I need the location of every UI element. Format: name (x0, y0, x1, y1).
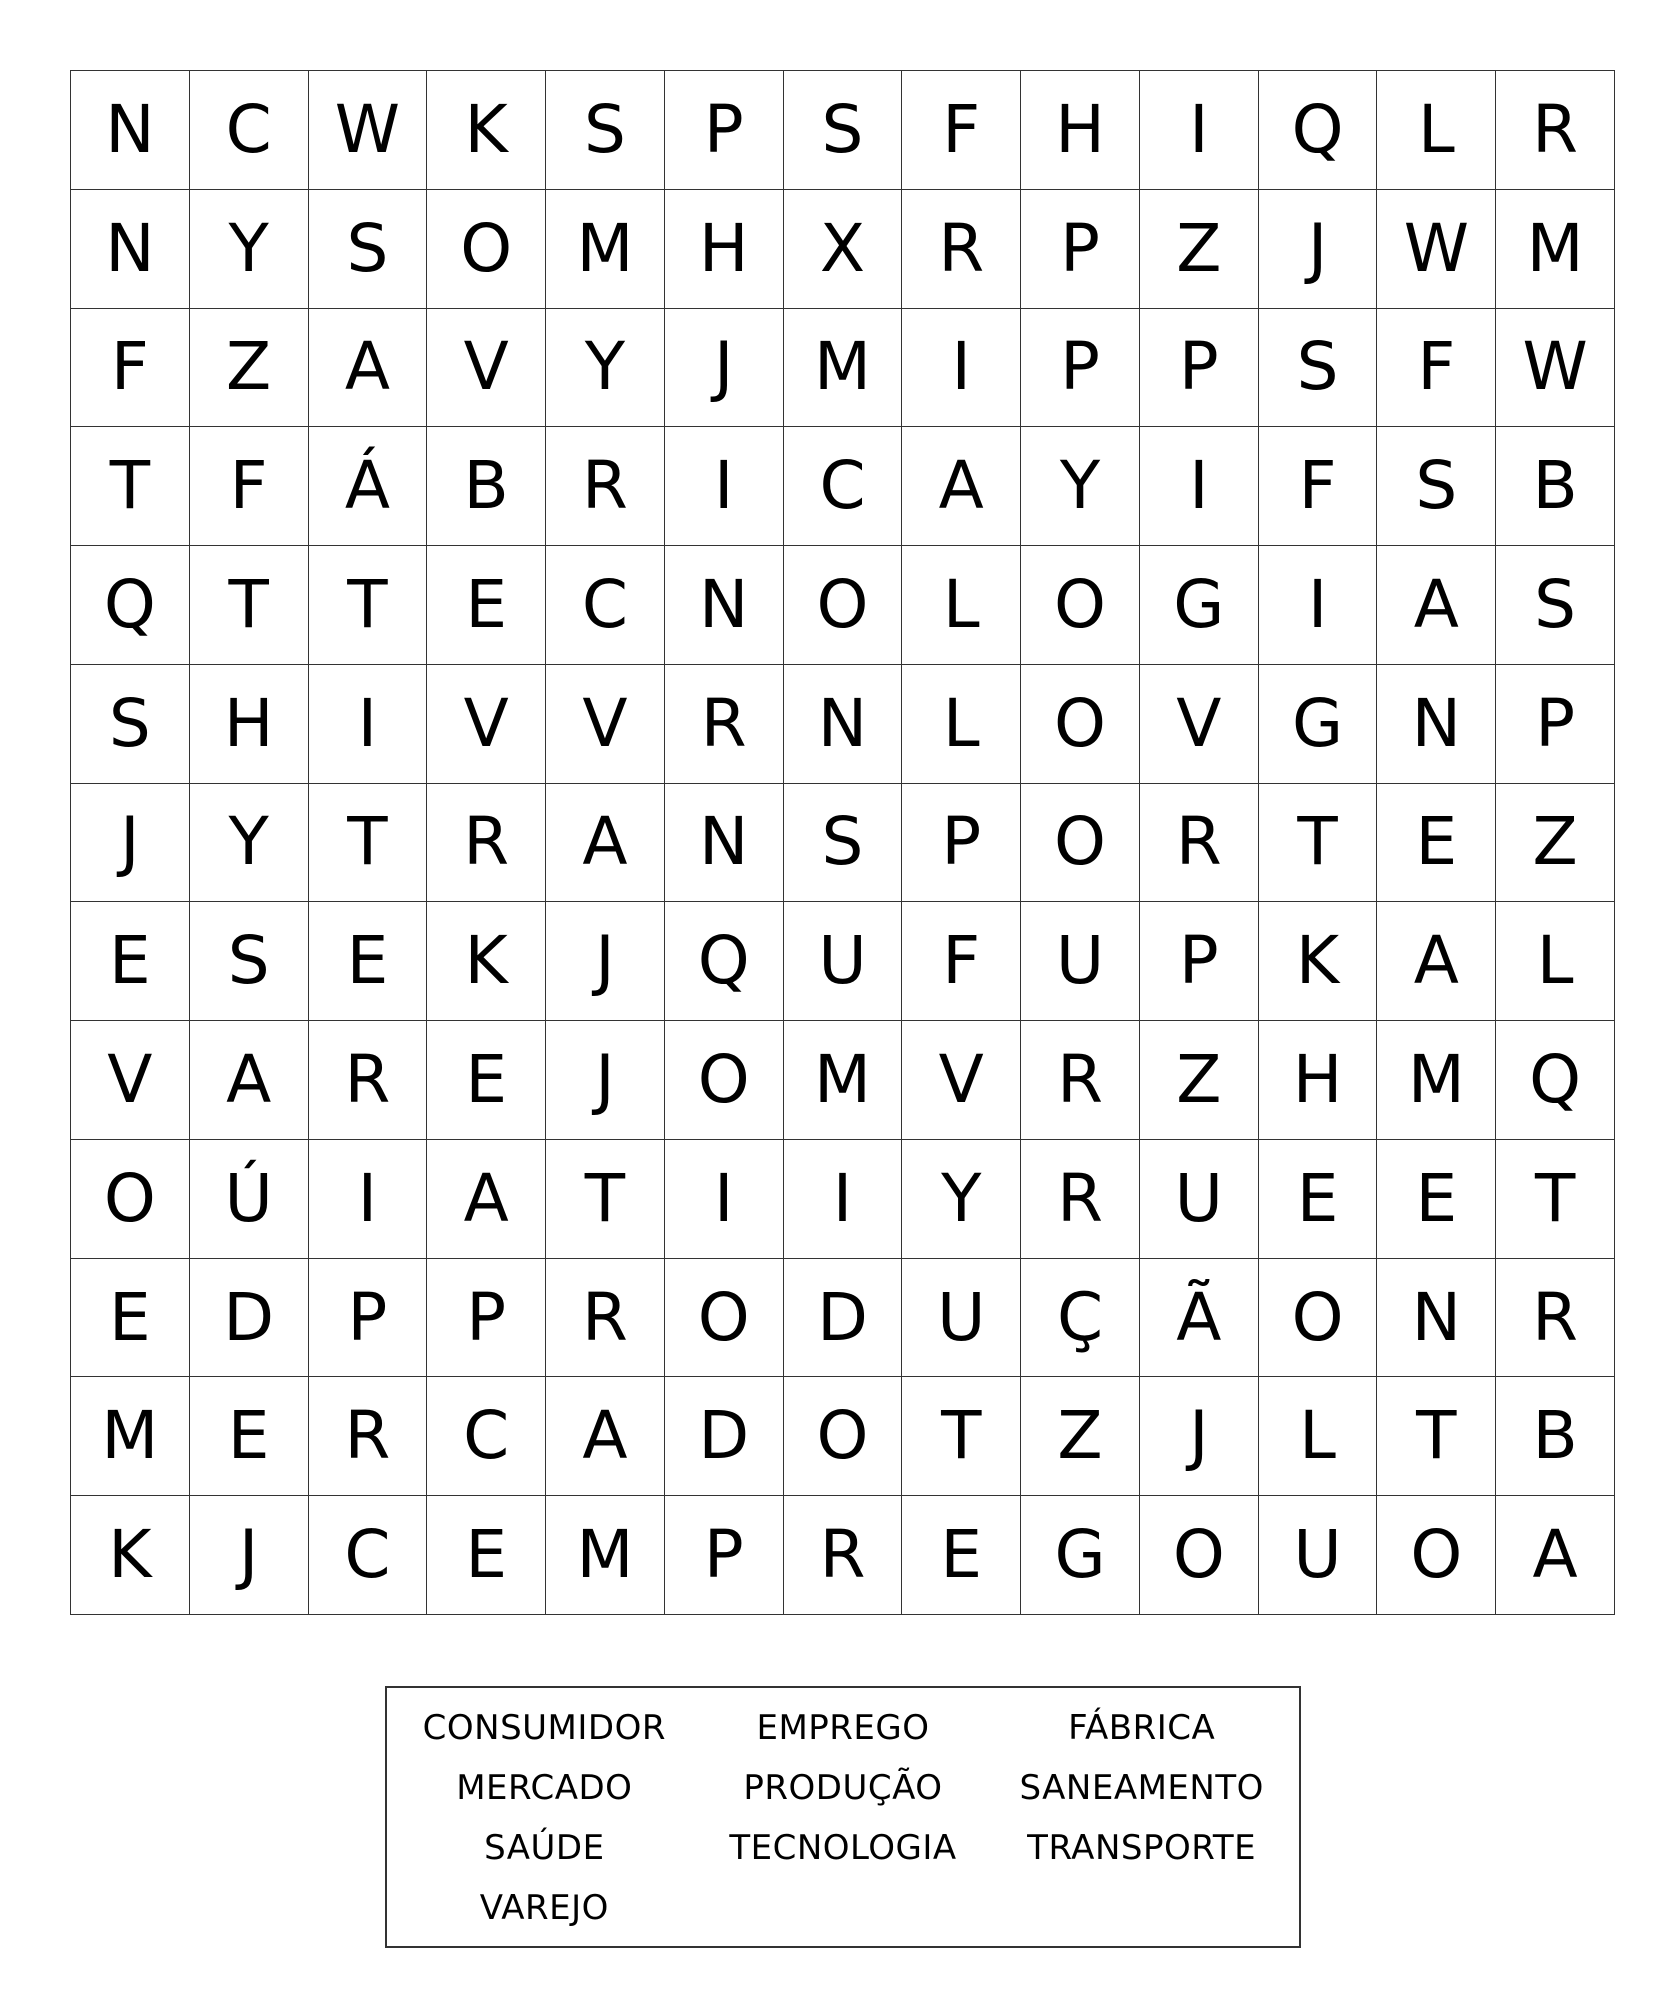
grid-cell: W (1377, 190, 1496, 309)
grid-cell: S (1259, 309, 1378, 428)
grid-cell: R (902, 190, 1021, 309)
grid-cell: G (1021, 1496, 1140, 1615)
grid-cell: H (1021, 71, 1140, 190)
grid-cell: F (71, 309, 190, 428)
grid-cell: E (71, 1259, 190, 1378)
grid-cell: A (546, 784, 665, 903)
grid-cell: S (546, 71, 665, 190)
grid-cell: A (190, 1021, 309, 1140)
grid-cell: Y (546, 309, 665, 428)
grid-cell: K (71, 1496, 190, 1615)
word-item: TECNOLOGIA (729, 1828, 957, 1868)
grid-cell: F (902, 902, 1021, 1021)
word-item: SAÚDE (484, 1828, 605, 1868)
grid-cell: M (784, 1021, 903, 1140)
grid-cell: M (546, 1496, 665, 1615)
grid-cell: J (665, 309, 784, 428)
grid-cell: P (665, 71, 784, 190)
grid-cell: R (1140, 784, 1259, 903)
grid-cell: Q (1496, 1021, 1615, 1140)
grid-cell: M (1377, 1021, 1496, 1140)
grid-cell: B (427, 427, 546, 546)
grid-cell: V (71, 1021, 190, 1140)
grid-cell: F (190, 427, 309, 546)
grid-cell: T (309, 546, 428, 665)
grid-cell: V (427, 665, 546, 784)
grid-cell: P (1496, 665, 1615, 784)
grid-cell: H (665, 190, 784, 309)
grid-cell: N (665, 784, 784, 903)
grid-cell: Ã (1140, 1259, 1259, 1378)
grid-cell: T (1259, 784, 1378, 903)
grid-cell: T (309, 784, 428, 903)
grid-cell: F (1377, 309, 1496, 428)
grid-cell: E (1259, 1140, 1378, 1259)
word-item: PRODUÇÃO (743, 1768, 943, 1808)
word-item: EMPREGO (756, 1708, 930, 1748)
grid-cell: Z (190, 309, 309, 428)
word-search-grid (70, 70, 1615, 1615)
grid-cell: I (309, 665, 428, 784)
grid-cell: S (190, 902, 309, 1021)
grid-cell: I (784, 1140, 903, 1259)
word-item-empty (694, 1878, 993, 1938)
grid-cell: T (190, 546, 309, 665)
grid-cell: S (1377, 427, 1496, 546)
grid-cell: E (190, 1377, 309, 1496)
grid-cell: Y (1021, 427, 1140, 546)
grid-cell: N (71, 190, 190, 309)
grid-cell: A (309, 309, 428, 428)
grid-cell: J (1259, 190, 1378, 309)
grid-cell: U (1021, 902, 1140, 1021)
grid-cell: L (902, 665, 1021, 784)
grid-cell: E (427, 1021, 546, 1140)
grid-cell: Q (665, 902, 784, 1021)
grid-cell: L (1377, 71, 1496, 190)
grid-cell: D (665, 1377, 784, 1496)
grid-cell: P (309, 1259, 428, 1378)
grid-cell: R (1021, 1140, 1140, 1259)
grid-cell: I (902, 309, 1021, 428)
grid-cell: R (1021, 1021, 1140, 1140)
grid-cell: H (190, 665, 309, 784)
grid-cell: I (665, 427, 784, 546)
grid-cell: Y (190, 190, 309, 309)
grid-cell: A (546, 1377, 665, 1496)
grid-cell: I (309, 1140, 428, 1259)
grid-cell: V (902, 1021, 1021, 1140)
grid-cell: L (1259, 1377, 1378, 1496)
grid-cell: D (190, 1259, 309, 1378)
word-item: VAREJO (479, 1888, 609, 1928)
grid-cell: O (665, 1021, 784, 1140)
grid-cell: U (1140, 1140, 1259, 1259)
grid-cell: Y (902, 1140, 1021, 1259)
grid-cell: I (1140, 427, 1259, 546)
grid-cell: P (902, 784, 1021, 903)
grid-cell: J (190, 1496, 309, 1615)
grid-cell: T (1377, 1377, 1496, 1496)
grid-cell: N (1377, 1259, 1496, 1378)
grid-cell: R (784, 1496, 903, 1615)
grid-cell: A (1377, 902, 1496, 1021)
grid-cell: V (546, 665, 665, 784)
grid-cell: W (1496, 309, 1615, 428)
grid-cell: S (784, 784, 903, 903)
grid-cell: C (190, 71, 309, 190)
grid-cell: E (309, 902, 428, 1021)
word-item: SANEAMENTO (1019, 1768, 1264, 1808)
grid-cell: J (1140, 1377, 1259, 1496)
grid-cell: N (665, 546, 784, 665)
word-list (387, 1698, 1299, 1938)
grid-cell: Á (309, 427, 428, 546)
grid-cell: N (71, 71, 190, 190)
grid-cell: O (665, 1259, 784, 1378)
grid-cell: R (546, 427, 665, 546)
grid-cell: E (1377, 784, 1496, 903)
grid-cell: A (427, 1140, 546, 1259)
grid-cell: Ç (1021, 1259, 1140, 1378)
grid-cell: R (309, 1377, 428, 1496)
grid-cell: P (1140, 309, 1259, 428)
grid-cell: C (427, 1377, 546, 1496)
grid-cell: C (309, 1496, 428, 1615)
grid-cell: Q (71, 546, 190, 665)
grid-cell: Y (190, 784, 309, 903)
grid-cell: L (1496, 902, 1615, 1021)
grid-cell: O (1140, 1496, 1259, 1615)
grid-cell: V (1140, 665, 1259, 784)
grid-cell: F (1259, 427, 1378, 546)
grid-cell: F (902, 71, 1021, 190)
grid-cell: R (1496, 71, 1615, 190)
grid-cell: A (1377, 546, 1496, 665)
grid-cell: U (1259, 1496, 1378, 1615)
grid-cell: V (427, 309, 546, 428)
grid-cell: A (1496, 1496, 1615, 1615)
grid-cell: J (71, 784, 190, 903)
grid-cell: T (902, 1377, 1021, 1496)
word-item: TRANSPORTE (1027, 1828, 1257, 1868)
grid-cell: K (1259, 902, 1378, 1021)
grid-cell: P (1021, 309, 1140, 428)
word-item-empty (992, 1878, 1291, 1938)
grid-cell: J (546, 902, 665, 1021)
grid-cell: S (71, 665, 190, 784)
grid-cell: K (427, 71, 546, 190)
grid-cell: U (902, 1259, 1021, 1378)
grid-cell: M (784, 309, 903, 428)
grid-cell: Z (1496, 784, 1615, 903)
grid-cell: E (427, 546, 546, 665)
grid-cell: S (309, 190, 428, 309)
grid-cell: G (1259, 665, 1378, 784)
grid-cell: E (427, 1496, 546, 1615)
grid-cell: E (1377, 1140, 1496, 1259)
grid-cell: L (902, 546, 1021, 665)
grid-cell: O (784, 1377, 903, 1496)
grid-cell: M (1496, 190, 1615, 309)
word-item: MERCADO (456, 1768, 633, 1808)
grid-cell: X (784, 190, 903, 309)
grid-cell: Z (1021, 1377, 1140, 1496)
grid-cell: N (784, 665, 903, 784)
grid-cell: Z (1140, 1021, 1259, 1140)
grid-cell: R (1496, 1259, 1615, 1378)
grid-cell: T (546, 1140, 665, 1259)
grid-cell: A (902, 427, 1021, 546)
grid-cell: B (1496, 427, 1615, 546)
grid-cell: N (1377, 665, 1496, 784)
grid-cell: R (665, 665, 784, 784)
grid-cell: O (427, 190, 546, 309)
grid-cell: Z (1140, 190, 1259, 309)
word-item: FÁBRICA (1068, 1708, 1216, 1748)
grid-cell: S (1496, 546, 1615, 665)
grid-cell: R (427, 784, 546, 903)
grid-cell: T (1496, 1140, 1615, 1259)
grid-cell: H (1259, 1021, 1378, 1140)
grid-cell: O (1021, 546, 1140, 665)
grid-cell: U (784, 902, 903, 1021)
grid-cell: M (71, 1377, 190, 1496)
grid-cell: I (1140, 71, 1259, 190)
grid-cell: S (784, 71, 903, 190)
grid-cell: E (71, 902, 190, 1021)
grid-cell: I (1259, 546, 1378, 665)
grid-cell: O (1021, 784, 1140, 903)
grid-cell: O (784, 546, 903, 665)
grid-cell: Q (1259, 71, 1378, 190)
grid-cell: P (427, 1259, 546, 1378)
grid-cell: W (309, 71, 428, 190)
grid-cell: C (546, 546, 665, 665)
grid-cell: Ú (190, 1140, 309, 1259)
grid-cell: C (784, 427, 903, 546)
grid-cell: R (546, 1259, 665, 1378)
grid-cell: E (902, 1496, 1021, 1615)
grid-cell: T (71, 427, 190, 546)
grid-cell: O (1259, 1259, 1378, 1378)
grid-cell: M (546, 190, 665, 309)
grid-cell: P (1140, 902, 1259, 1021)
grid-cell: J (546, 1021, 665, 1140)
grid-cell: P (1021, 190, 1140, 309)
word-item: CONSUMIDOR (422, 1708, 666, 1748)
grid-cell: P (665, 1496, 784, 1615)
grid-cell: K (427, 902, 546, 1021)
word-list-box (385, 1686, 1301, 1948)
grid-cell: R (309, 1021, 428, 1140)
grid-cell: O (1377, 1496, 1496, 1615)
grid-cell: O (71, 1140, 190, 1259)
grid-cell: I (665, 1140, 784, 1259)
grid-cell: B (1496, 1377, 1615, 1496)
grid-cell: O (1021, 665, 1140, 784)
grid-cell: G (1140, 546, 1259, 665)
grid-cell: D (784, 1259, 903, 1378)
